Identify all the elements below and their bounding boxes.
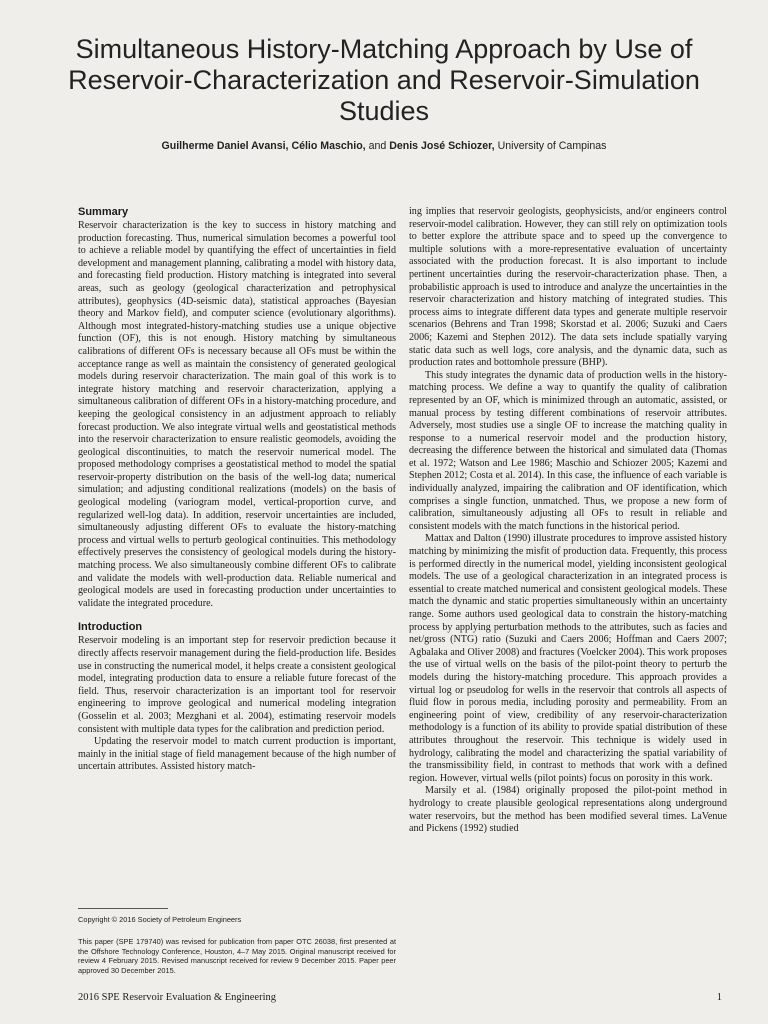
right-paragraph-3: Mattax and Dalton (1990) illustrate procedures to improve assisted history matching by minimizing the misfit of production data. Frequently, this process is performed directly in the numerical model, yielding inconsistent geological models. The use of a geological characterization in an integrated process is essential to create matched numerical and consistent geological models. These match the dynamic and static properties simultaneously within an uncertainty range. Some authors used geological data to constrain the history-matching process by applying perturbation methods to the attributes, such as facies and net/gross (NTG) ratio (Suzuki and Caers 2006; Hoffman and Caers 2007; Agbalaka and Oliver 2008) and fractures (Voelcker 2004). This work proposes the use of virtual wells on the basis of the pilot-point theory to perturb the models during the history-matching procedure. This approach provides a virtual log or pseudolog for wells in the reservoir that controls all aspects of fluid flow in porous media, including porosity and permeability. From an engineering point of view, credibility of any reservoir-characterization methodology is a function of its ability to provide spatial distribution of these attributes throughout the reservoir. This technique is widely used in hydrology, calibrating the model and characterizing the spatial variability of the transmissibility field, in contrast to methods that work with a defined region. However, virtual wells (pilot points) focus on porosity in this work. <box>409 533 727 784</box>
left-column <box>78 205 396 774</box>
affiliation: University of Campinas <box>497 140 607 152</box>
author-1: Guilherme Daniel Avansi, <box>161 140 289 152</box>
summary-heading: Summary <box>78 206 129 218</box>
author-conjunction: and <box>368 140 387 152</box>
publication-note: This paper (SPE 179740) was revised for publication from paper OTC 26038, first presented at the Offshore Technology Conference, Houston, 4–7 May 2015. Original manuscript received for review 4 February 2015. Revised manuscript received for review 9 December 2015. Paper peer approved 30 December 2015. <box>78 937 396 975</box>
intro-paragraph-1: Reservoir modeling is an important step for reservoir prediction because it directly affects reservoir management during the field-production life. Besides use in constructing the numerical model, it helps create a consistent geological model, integrating production data to ensure a reliable future forecast of the field. Thus, reservoir characterization is an important tool for reservoir engineering to improve geological and numerical modeling integration (Gosselin et al. 2003; Mezghani et al. 2004), estimating reservoir models consistent with multiple data types for the calibration and prediction period. <box>78 635 396 735</box>
author-2: Célio Maschio, <box>291 140 366 152</box>
right-paragraph-2: This study integrates the dynamic data of production wells in the history-matching process. We define a way to quantify the quality of calibration represented by an OF, which is minimized through an automatic, assisted, or manual process by testing different combinations of reservoir attributes. Adversely, most studies use a single OF to increase the matching quality in response to a numerical reservoir model and the production history, decreasing the difference between the historical and simulated data (Thomas et al. 1972; Watson and Lee 1986; Maschio and Schiozer 2005; Kazemi and Stephen 2012; Costa et al. 2014). In this case, the influence of each variable is individually analyzed, impairing the calibration and OF identification, which comprises a single function, unmatched. Thus, we propose a new form of calibration, simultaneously adjusting all OFs to result in reliable and consistent models with the match functions in the historical period. <box>409 369 727 532</box>
intro-paragraph-2: Updating the reservoir model to match current production is important, mainly in the initial stage of field management because of the high number of uncertain attributes. Assisted history match- <box>78 736 396 773</box>
introduction-heading: Introduction <box>78 621 143 634</box>
summary-text: Reservoir characterization is the key to success in history matching and production forecasting. Thus, numerical simulation becomes a powerful tool to achieve a reliable model by quantifying the effect of uncertainties in field development and management planning, calibrating a model with history data, and forecasting field production. History matching is integrated into several areas, such as geology (geological characterization and petrophysical attributes), geophysics (4D-seismic data), statistical approaches (Bayesian theory and Markov field), and computer science (evolutionary algorithms). Although most integrated-history-matching studies use a unique objective function (OF), this is not enough. History matching by simultaneous calibrations of different OFs is necessary because all OFs must be within the acceptance range as well as maintain the consistency of generated geological models during reservoir characterization. The main goal of this work is to integrate history matching and reservoir characterization, applying a simultaneous calibration of different OFs in a history-matching procedure, and keeping the geological consistency in an adjustment approach to reliably forecast production. We also integrate virtual wells and geostatistical methods into the reservoir characterization to ensure realistic geomodels, avoiding the geological discontinuities, to match the reservoir numerical model. The proposed methodology comprises a geostatistical method to model the spatial reservoir-property distribution on the basis of the well-log data; numerical simulation; and adjusting conditional realizations (models) on the basis of geological modeling (variogram model, vertical-proportion curve, and regularized well-log data). In addition, reservoir uncertainties are included, simultaneously adjusting different OFs to evaluate the history-matching process and virtual wells to perturb geological continuities. This methodology effectively preserves the consistency of geological models during the history-matching process. We also simultaneously combine different OFs to calibrate and validate the models with well-production data. Reliable numerical and geological models are used in forecasting production under uncertainties to validate the integrated procedure. <box>78 220 396 609</box>
author-line <box>40 139 728 153</box>
paper-title: Simultaneous History-Matching Approach by Use of Reservoir-Characterization and Reservoir-Simulation Studies <box>68 34 700 126</box>
right-column <box>409 206 727 836</box>
section-gap <box>78 610 396 620</box>
right-paragraph-1: ing implies that reservoir geologists, geophysicists, and/or engineers control reservoir-model calibration. However, they can still rely on optimization tools to better explore the attribute space and to speed up the convergence to multiple solutions with a more-representative evaluation of uncertainty associated with the production forecast. It is also important to include pertinent uncertainties during the reservoir-characterization phase. Then, a probabilistic approach is used to introduce and analyze the uncertainties in the reservoir characterization and history matching of integrated studies. This process aims to integrate different data types and generate multiple reservoir scenarios (Behrens and Tran 1998; Skorstad et al. 2006; Suzuki and Caers 2006; Kazemi and Stephen 2012). The data sets include spatially varying static data such as well logs, core analysis, and the dynamic data, such as production rates and bottomhole pressure (BHP). <box>409 206 727 369</box>
footnote-rule <box>78 908 168 909</box>
page-number: 1 <box>716 992 722 1003</box>
right-paragraph-4: Marsily et al. (1984) originally proposed the pilot-point method in hydrology to create plausible geological representations along underground water reservoirs, but the method has been modified several times. LaVenue and Pickens (1992) studied <box>409 785 727 835</box>
author-3: Denis José Schiozer, <box>389 140 495 152</box>
journal-footer: 2016 SPE Reservoir Evaluation & Engineering <box>78 992 277 1003</box>
copyright-notice: Copyright © 2016 Society of Petroleum Engineers <box>78 915 242 924</box>
